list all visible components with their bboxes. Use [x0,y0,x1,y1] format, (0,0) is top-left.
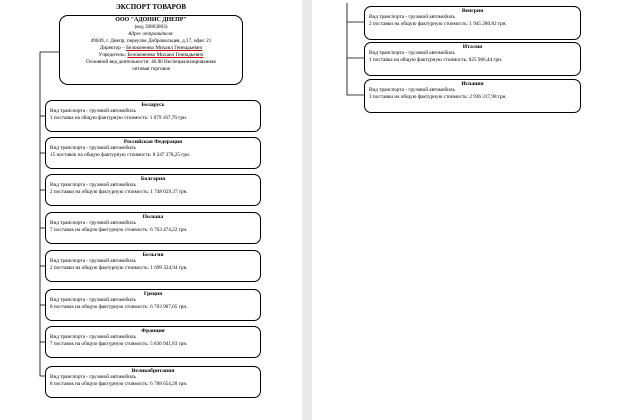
transport-type: Вид транспорта - грузовой автомобиль [50,374,136,381]
country-name: Франция [141,328,165,334]
country-box-russia [45,137,261,169]
address-label: Адрес отправителя: [128,31,174,37]
document-title: ЭКСПОРТ ТОВАРОВ [115,3,187,11]
shipment-summary: 8 поставок на общую фактурную стоимость: 6 788 654,28 грн. [50,380,188,387]
shipment-summary: 1 поставка на общую фактурную стоимость: 825 966,44 грн. [369,56,503,63]
country-box-belgium [45,250,261,282]
director-name: Белоконенко Михаил Геннадьевич [126,45,203,51]
transport-type: Вид транспорта - грузовой автомобиль [50,220,136,227]
shipment-summary: 1 поставка на общую фактурную стоимость: 1 079 167,76 грн. [50,114,188,121]
transport-type: Вид транспорта - грузовой автомобиль [50,182,136,189]
shipment-summary: 2 поставки на общую фактурную стоимость: 1 748 029,37 грн. [50,188,188,195]
transport-type: Вид транспорта - грузовой автомобиль [369,87,455,94]
transport-type: Вид транспорта - грузовой автомобиль [50,108,136,115]
transport-type: Вид транспорта - грузовой автомобиль [50,258,136,265]
country-box-uk [45,366,261,398]
director-line [60,45,242,52]
company-code: (код 39803003) [134,24,168,30]
shipment-summary: 8 поставок на общую фактурную стоимость: 6 703 967,05 грн. [50,303,188,310]
shipment-summary: 3 поставки на общую фактурную стоимость: 2 936 317,98 грн. [369,93,507,100]
shipment-summary: 7 поставок на общую фактурную стоимость: 6 763 474,22 грн. [50,226,188,233]
transport-type: Вид транспорта - грузовой автомобиль [50,145,136,152]
country-name: Греция [143,291,163,297]
country-name: Беларусь [141,102,165,108]
country-name: Венгрия [461,8,484,14]
director-prefix: Директор – [99,45,127,51]
country-box-greece [45,289,261,321]
country-name: Испания [461,81,484,87]
shipment-summary: 2 поставки на общую фактурную стоимость: 1 945 280,82 грн. [369,20,507,27]
shipment-summary: 15 поставок на общую фактурную стоимость: 8 247 378,25 грн. [50,151,191,158]
founder-prefix: Учредитель: [98,52,128,58]
country-name: Бельгия [142,252,164,258]
founder-line [60,52,242,59]
country-box-hungary [364,6,581,40]
transport-type: Вид транспорта - грузовой автомобиль [50,297,136,304]
shipment-summary: 2 поставки на общую фактурную стоимость: 1 699 324,94 грн. [50,264,188,271]
country-box-france [45,326,261,358]
founder-name: Белоконенко Михаил Геннадьевич [127,52,204,58]
country-box-spain [364,79,581,113]
country-box-bulgaria [45,174,261,206]
transport-type: Вид транспорта - грузовой автомобиль [369,14,455,21]
country-name: Болгария [140,176,166,182]
company-name: ООО "АДОНИС ДНЕПР" [115,17,187,23]
activity-line-2: оптовая торговля [132,66,170,72]
country-box-poland [45,212,261,244]
activity-line-1: Основной вид деятельности: 46.90 Неспециализированная [86,59,216,65]
shipment-summary: 7 поставок на общую фактурную стоимость: 5 836 941,83 грн. [50,340,188,347]
country-box-italy [364,42,581,76]
country-name: Польша [142,214,164,220]
country-name: Великобритания [131,368,175,374]
country-name: Российская Федерация [123,139,183,145]
country-name: Италия [462,44,483,50]
company-info-box [59,15,243,85]
transport-type: Вид транспорта - грузовой автомобиль [50,334,136,341]
transport-type: Вид транспорта - грузовой автомобиль [369,50,455,57]
country-box-belarus [45,100,261,132]
company-address: 49049, г. Днепр, переулок Добровольцев, д.17, офис 21 [90,38,212,44]
